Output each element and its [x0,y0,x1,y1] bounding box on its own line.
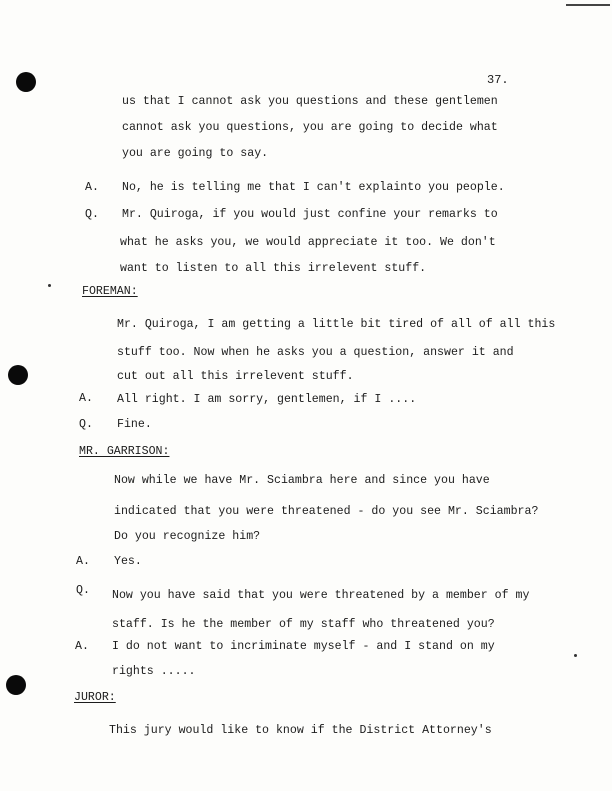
answer-marker: A. [79,392,93,405]
transcript-line: want to listen to all this irrelevent stuff. [120,262,427,275]
speaker-label: FOREMAN: [82,285,138,298]
answer-marker: A. [85,181,99,194]
punch-hole [6,675,26,695]
question-marker: Q. [79,418,93,431]
transcript-line: Now you have said that you were threatened by a member of my [112,589,530,602]
transcript-line: staff. Is he the member of my staff who threatened you? [112,618,495,631]
scan-speck [574,654,577,657]
question-marker: Q. [76,584,90,597]
transcript-line: you are going to say. [122,147,269,160]
transcript-line: indicated that you were threatened - do you see Mr. Sciambra? [114,505,539,518]
scan-speck [48,284,51,287]
page-number: 37. [487,73,509,87]
transcript-line: Fine. [117,418,152,431]
transcript-line: Yes. [114,555,142,568]
transcript-line: I do not want to incriminate myself - and I stand on my [112,640,495,653]
transcript-line: No, he is telling me that I can't explainto you people. [122,181,505,194]
transcript-line: All right. I am sorry, gentlemen, if I .... [117,393,417,406]
transcript-line: Do you recognize him? [114,530,261,543]
transcript-line: Now while we have Mr. Sciambra here and since you have [114,474,490,487]
transcript-line: stuff too. Now when he asks you a question, answer it and [117,346,514,359]
transcript-line: what he asks you, we would appreciate it too. We don't [120,236,496,249]
transcript-line: rights ..... [112,665,196,678]
answer-marker: A. [76,555,90,568]
transcript-line: cannot ask you questions, you are going to decide what [122,121,498,134]
answer-marker: A. [75,640,89,653]
punch-hole [8,365,28,385]
transcript-line: us that I cannot ask you questions and these gentlemen [122,95,498,108]
transcript-line: cut out all this irrelevent stuff. [117,370,354,383]
transcript-line: Mr. Quiroga, if you would just confine your remarks to [122,208,498,221]
transcript-line: Mr. Quiroga, I am getting a little bit tired of all of all this [117,318,556,331]
question-marker: Q. [85,208,99,221]
speaker-label: JUROR: [74,691,116,704]
transcript-line: This jury would like to know if the District Attorney's [109,724,492,737]
scan-edge-mark [566,4,610,6]
punch-hole [16,72,36,92]
speaker-label: MR. GARRISON: [79,445,170,458]
